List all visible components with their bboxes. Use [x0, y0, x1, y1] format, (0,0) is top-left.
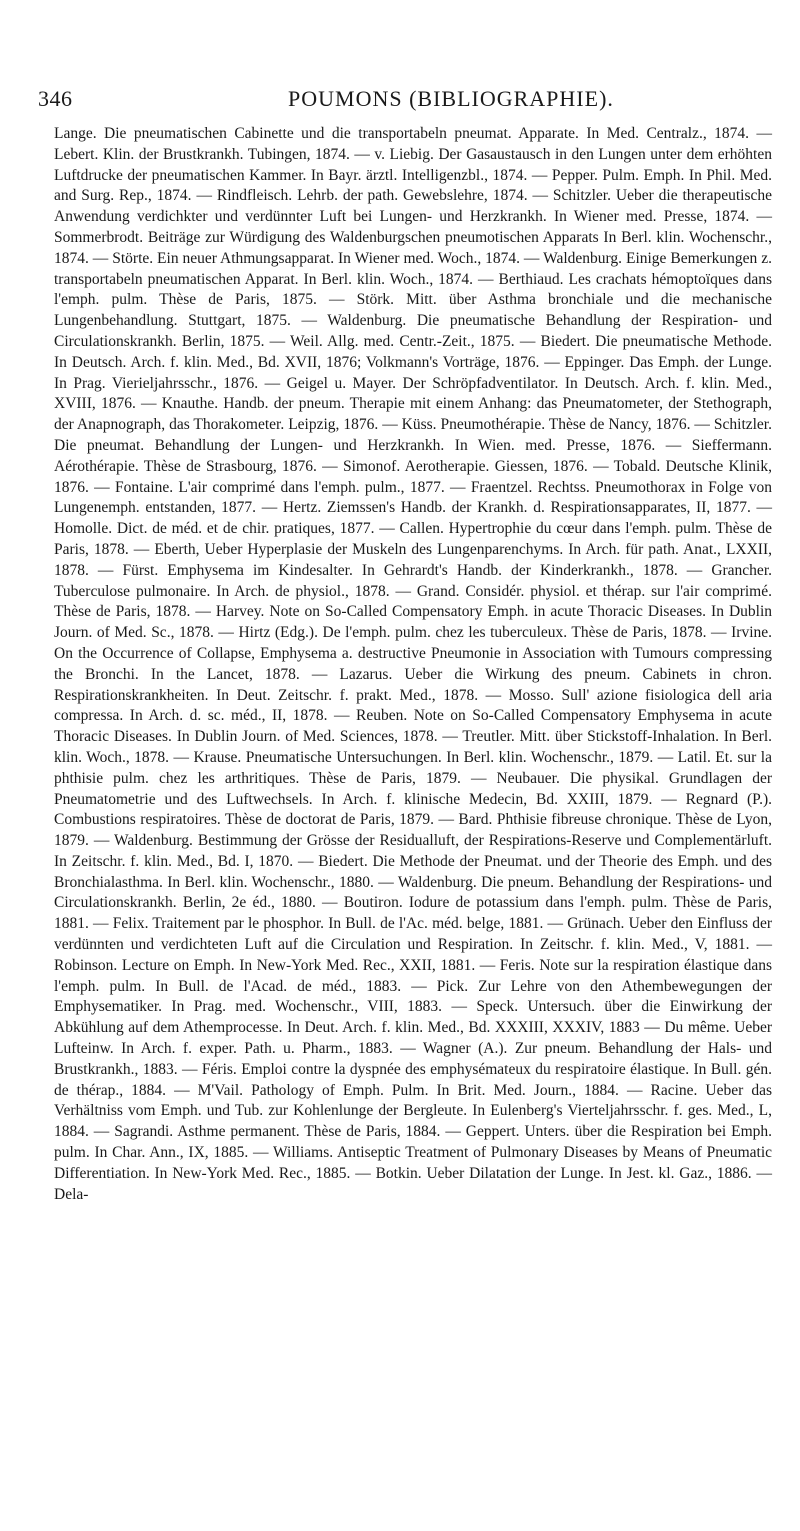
- page-number: 346: [38, 86, 73, 111]
- bibliography-text: [54, 124, 772, 1205]
- running-title: POUMONS (BIBLIOGRAPHIE).: [288, 86, 614, 111]
- bibliography-paragraph: Lange. Die pneumatischen Cabinette und die transportabeln pneumat. Apparate. In Med. Centralz., 1874. — Lebert. Klin. der Brustkrankh. Tubingen, 1874. — v. Liebig. Der Gasaustausch in den Lungen unter dem erhöhten Luftdrucke der pneumatischen Kammer. In Bayr. ärztl. Intelligenzbl., 1874. — Pepper. Pulm. Emph. In Phil. Med. and Surg. Rep., 1874. — Rindfleisch. Lehrb. der path. Gewebslehre, 1874. — Schitzler. Ueber die therapeutische Anwendung verdichkter und verdünnter Luft bei Lungen- und Herzkrankh. In Wiener med. Presse, 1874. — Sommerbrodt. Beiträge zur Würdigung des Waldenburgschen pneumotischen Apparats In Berl. klin. Wochenschr., 1874. — Störte. Ein neuer Athmungsapparat. In Wiener med. Woch., 1874. — Waldenburg. Einige Bemerkungen z. transportabeln pneumatischen Apparat. In Berl. klin. Woch., 1874. — Berthiaud. Les crachats hémoptoïques dans l'emph. pulm. Thèse de Paris, 1875. — Störk. Mitt. über Asthma bronchiale und die mechanische Lungenbehandlung. Stuttgart, 1875. — Waldenburg. Die pneumatische Behandlung der Respiration- und Circulationskrankh. Berlin, 1875. — Weil. Allg. med. Centr.-Zeit., 1875. — Biedert. Die pneumatische Methode. In Deutsch. Arch. f. klin. Med., Bd. XVII, 1876; Volkmann's Vorträge, 1876. — Eppinger. Das Emph. der Lunge. In Prag. Vierieljahrsschr., 1876. — Geigel u. Mayer. Der Schröpfadventilator. In Deutsch. Arch. f. klin. Med., XVIII, 1876. — Knauthe. Handb. der pneum. Therapie mit einem Anhang: das Pneumatometer, der Stethograph, der Anapnograph, das Thorakometer. Leipzig, 1876. — Küss. Pneumothérapie. Thèse de Nancy, 1876. — Schitzler. Die pneumat. Behandlung der Lungen- und Herzkrankh. In Wien. med. Presse, 1876. — Sieffermann. Aérothérapie. Thèse de Strasbourg, 1876. — Simonof. Aerotherapie. Giessen, 1876. — Tobald. Deutsche Klinik, 1876. — Fontaine. L'air comprimé dans l'emph. pulm., 1877. — Fraentzel. Rechtss. Pneumothorax in Folge von Lungenemph. entstanden, 1877. — Hertz. Ziemssen's Handb. der Krankh. d. Respirationsapparates, II, 1877. — Homolle. Dict. de méd. et de chir. pratiques, 1877. — Callen. Hypertrophie du cœur dans l'emph. pulm. Thèse de Paris, 1878. — Eberth, Ueber Hyperplasie der Muskeln des Lungenparenchyms. In Arch. für path. Anat., LXXII, 1878. — Fürst. Emphysema im Kindesalter. In Gehrardt's Handb. der Kinderkrankh., 1878. — Grancher. Tuberculose pulmonaire. In Arch. de physiol., 1878. — Grand. Considér. physiol. et thérap. sur l'air comprimé. Thèse de Paris, 1878. — Harvey. Note on So-Called Compensatory Emph. in acute Thoracic Diseases. In Dublin Journ. of Med. Sc., 1878. — Hirtz (Edg.). De l'emph. pulm. chez les tuberculeux. Thèse de Paris, 1878. — Irvine. On the Occurrence of Collapse, Emphysema a. destructive Pneumonie in Association with Tumours compressing the Bronchi. In the Lancet, 1878. — Lazarus. Ueber die Wirkung des pneum. Cabinets in chron. Respirationskrankheiten. In Deut. Zeitschr. f. prakt. Med., 1878. — Mosso. Sull' azione fisiologica dell aria compressa. In Arch. d. sc. méd., II, 1878. — Reuben. Note on So-Called Compensatory Emphysema in acute Thoracic Diseases. In Dublin Journ. of Med. Sciences, 1878. — Treutler. Mitt. über Stickstoff-Inhalation. In Berl. klin. Woch., 1878. — Krause. Pneumatische Untersuchungen. In Berl. klin. Wochenschr., 1879. — Latil. Et. sur la phthisie pulm. chez les arthritiques. Thèse de Paris, 1879. — Neubauer. Die physikal. Grundlagen der Pneumatometrie und des Luftwechsels. In Arch. f. klinische Medecin, Bd. XXIII, 1879. — Regnard (P.). Combustions respiratoires. Thèse de doctorat de Paris, 1879. — Bard. Phthisie fibreuse chronique. Thèse de Lyon, 1879. — Waldenburg. Bestimmung der Grösse der Residualluft, der Respirations-Reserve und Complementärluft. In Zeitschr. f. klin. Med., Bd. I, 1870. — Biedert. Die Methode der Pneumat. und der Theorie des Emph. und des Bronchialasthma. In Berl. klin. Wochenschr., 1880. — Waldenburg. Die pneum. Behandlung der Respirations- und Circulationskrankh. Berlin, 2e éd., 1880. — Boutiron. Iodure de potassium dans l'emph. pulm. Thèse de Paris, 1881. — Felix. Traitement par le phosphor. In Bull. de l'Ac. méd. belge, 1881. — Grünach. Ueber den Einfluss der verdünnten und verdichteten Luft auf die Circulation und Respiration. In Zeitschr. f. klin. Med., V, 1881. — Robinson. Lecture on Emph. In New-York Med. Rec., XXII, 1881. — Feris. Note sur la respiration élastique dans l'emph. pulm. In Bull. de l'Acad. de méd., 1883. — Pick. Zur Lehre von den Athembewegungen der Emphysematiker. In Prag. med. Wochenschr., VIII, 1883. — Speck. Untersuch. über die Einwirkung der Abkühlung auf dem Athemprocesse. In Deut. Arch. f. klin. Med., Bd. XXXIII, XXXIV, 1883 — Du même. Ueber Lufteinw. In Arch. f. exper. Path. u. Pharm., 1883. — Wagner (A.). Zur pneum. Behandlung der Hals- und Brustkrankh., 1883. — Féris. Emploi contre la dyspnée des emphysémateux du respiratoire élastique. In Bull. gén. de thérap., 1884. — M'Vail. Pathology of Emph. Pulm. In Brit. Med. Journ., 1884. — Racine. Ueber das Verhältniss vom Emph. und Tub. zur Kohlenlunge der Bergleute. In Eulenberg's Vierteljahrsschr. f. ges. Med., L, 1884. — Sagrandi. Asthme permanent. Thèse de Paris, 1884. — Geppert. Unters. über die Respiration bei Emph. pulm. In Char. Ann., IX, 1885. — Williams. Antiseptic Treatment of Pulmonary Diseases by Means of Pneumatic Differentiation. In New-York Med. Rec., 1885. — Botkin. Ueber Dilatation der Lunge. In Jest. kl. Gaz., 1886. — Dela-: [54, 125, 772, 1203]
- page-header: [38, 86, 778, 122]
